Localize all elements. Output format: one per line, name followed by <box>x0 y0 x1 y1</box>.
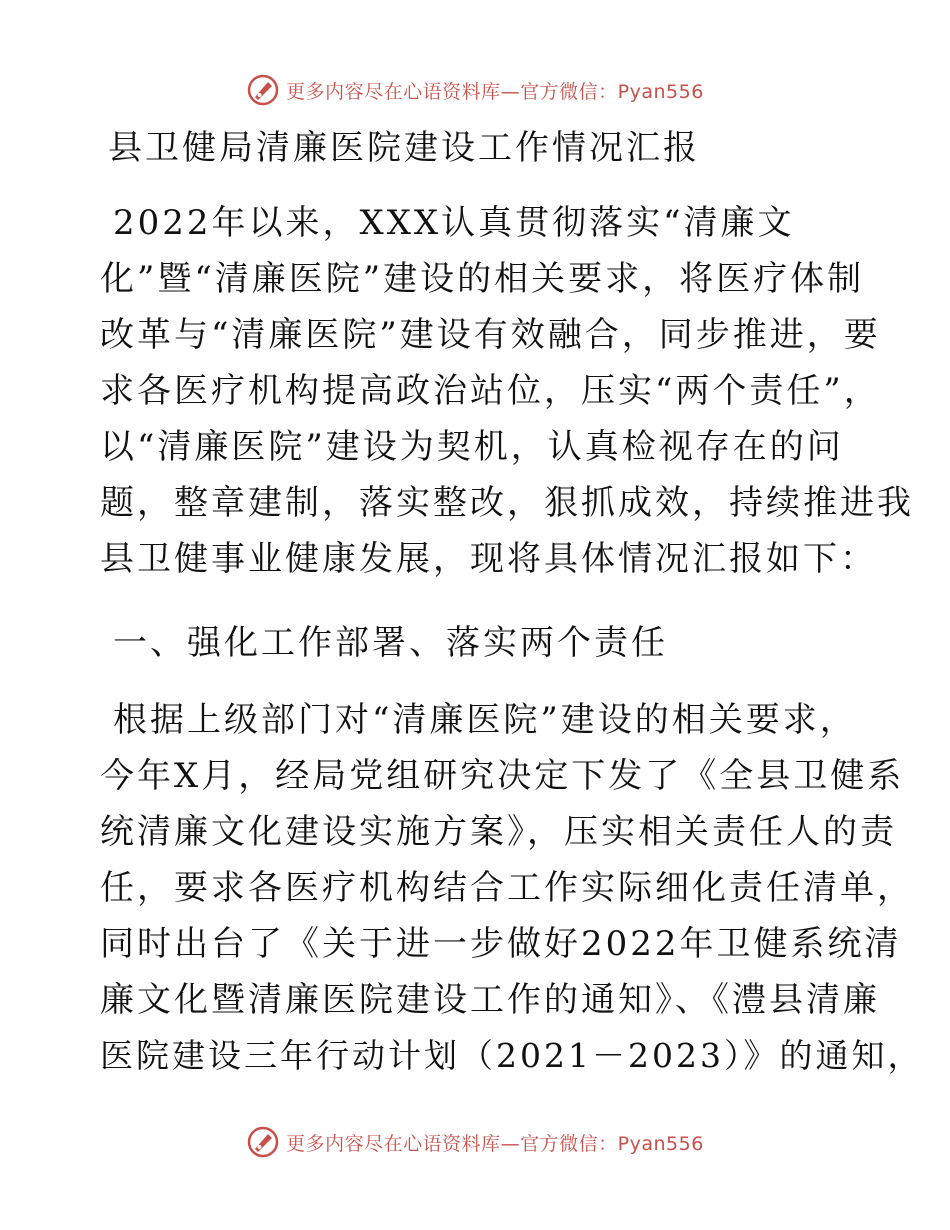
paragraph-line: 廉文化暨清廉医院建设工作的通知》、《澧县清廉 <box>100 980 880 1020</box>
paragraph-line: 以“清廉医院”建设为契机，认真检视存在的问 <box>100 427 844 467</box>
watermark-text: 更多内容尽在心语资料库—官方微信：Pyan556 <box>286 1132 704 1155</box>
paragraph-line: 求各医疗机构提高政治站位，压实“两个责任”， <box>100 371 881 411</box>
section-heading: 一、强化工作部署、落实两个责任 <box>113 623 668 663</box>
watermark-header <box>0 70 950 110</box>
paragraph-line: 同时出台了《关于进一步做好2022年卫健系统清 <box>100 924 902 964</box>
paragraph-line: 改革与“清廉医院”建设有效融合，同步推进，要 <box>100 315 881 355</box>
paragraph-line: 根据上级部门对“清廉医院”建设的相关要求， <box>113 700 857 740</box>
paragraph-line: 化”暨“清廉医院”建设的相关要求，将医疗体制 <box>100 259 865 299</box>
paragraph-line: 任，要求各医疗机构结合工作实际细化责任清单， <box>100 868 914 908</box>
document-title: 县卫健局清廉医院建设工作情况汇报 <box>108 128 700 168</box>
paragraph-line: 统清廉文化建设实施方案》，压实相关责任人的责 <box>100 812 897 852</box>
paragraph-line: 医院建设三年行动计划（2021－2023）》的通知， <box>100 1036 924 1075</box>
watermark-footer <box>0 1122 950 1162</box>
paragraph-line: 2022年以来，XXX认真贯彻落实“清廉文 <box>113 203 795 243</box>
paragraph-line: 县卫健事业健康发展，现将具体情况汇报如下： <box>100 539 877 579</box>
paragraph-line: 题，整章建制，落实整改，狠抓成效，持续推进我 <box>100 483 914 523</box>
pen-nib-logo-icon <box>246 73 280 107</box>
watermark-text: 更多内容尽在心语资料库—官方微信：Pyan556 <box>286 80 704 103</box>
paragraph-line: 今年X月，经局党组研究决定下发了《全县卫健系 <box>100 756 905 796</box>
pen-nib-logo-icon <box>246 1125 280 1159</box>
